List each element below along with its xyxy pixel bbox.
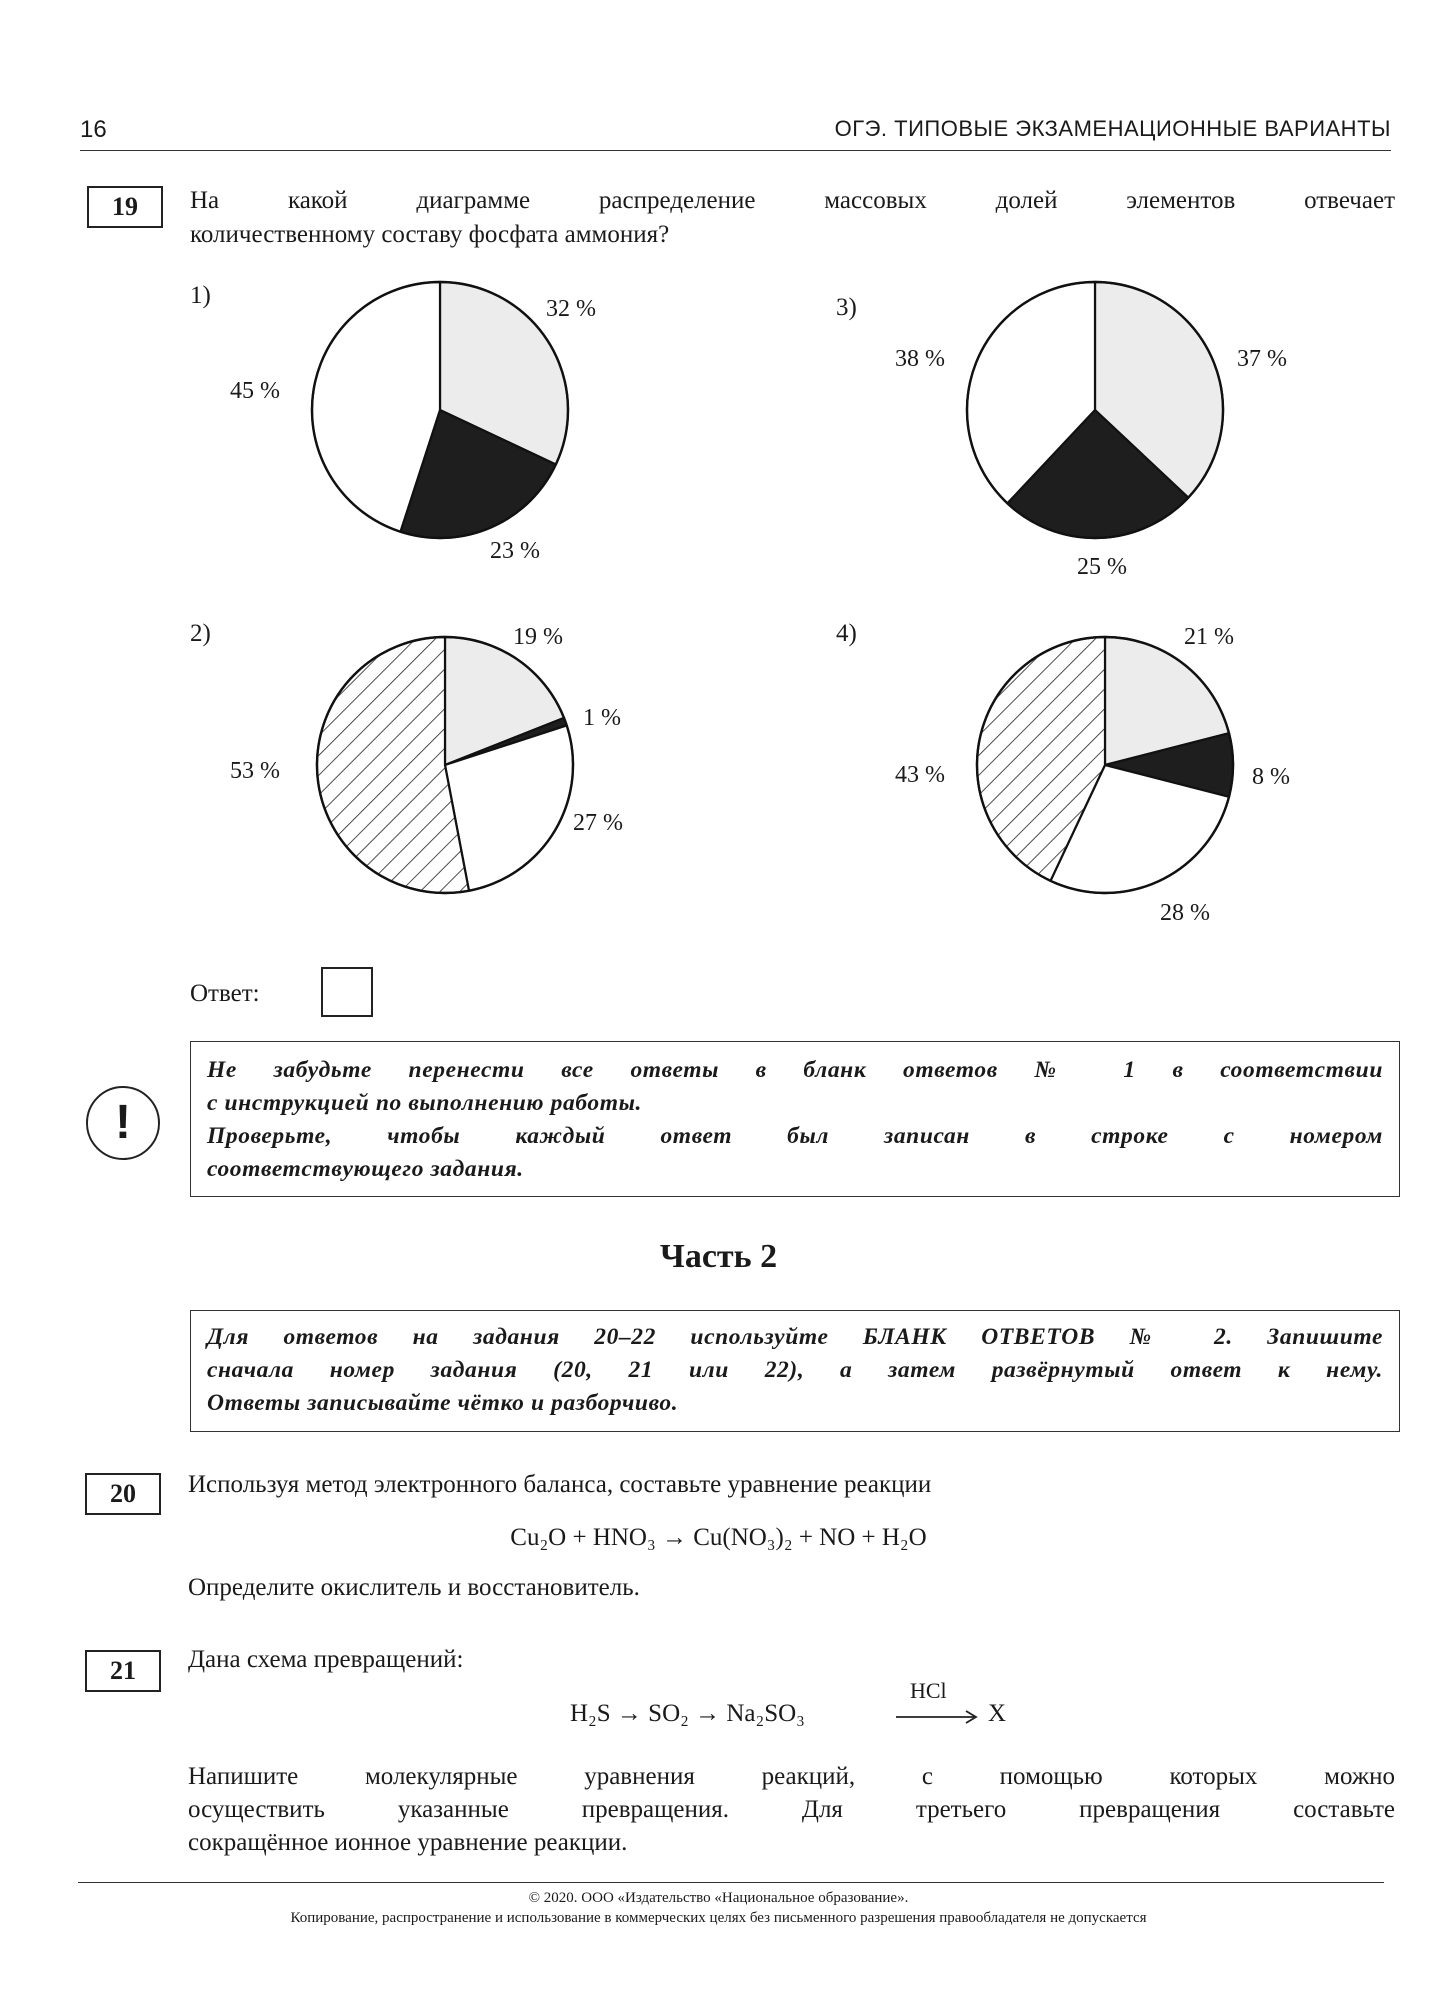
- task21-scheme-end: X: [988, 1700, 1007, 1727]
- task20-equation: Cu₂O + HNO₃ → Cu(NO₃)₂ + NO + H₂O: [510, 1524, 927, 1551]
- pie4-label-28: 28 %: [1160, 900, 1210, 926]
- part2-line3: Ответы записывайте чётко и разборчиво.: [207, 1390, 679, 1416]
- footer-copyright: © 2020. ООО «Издательство «Национальное образование».: [528, 1890, 909, 1906]
- task20-text: Используя метод электронного баланса, составьте уравнение реакции: [188, 1471, 932, 1498]
- footer-rights: Копирование, распространение и использование в коммерческих целях без письменного разрешения правообладателя не допускается: [290, 1910, 1147, 1926]
- option-label-1: 1): [190, 282, 211, 309]
- task19-question-line1: На какой диаграмме распределение массовых долей элементов отвечает: [190, 187, 1395, 214]
- part2-instructions-box: [190, 1310, 1400, 1432]
- pie4-label-8: 8 %: [1252, 764, 1290, 790]
- pie1-label-45: 45 %: [230, 378, 280, 404]
- task21-scheme: [570, 1678, 1050, 1738]
- notice-line1: Не забудьте перенести все ответы в бланк ответов № 1 в соответствии: [207, 1057, 1383, 1083]
- task-number-21: 21: [85, 1650, 161, 1692]
- pie1-label-32: 32 %: [546, 296, 596, 322]
- task21-line3: сокращённое ионное уравнение реакции.: [188, 1829, 628, 1856]
- pie4-label-43: 43 %: [895, 762, 945, 788]
- answer-label: Ответ:: [190, 980, 260, 1007]
- running-title: ОГЭ. ТИПОВЫЕ ЭКЗАМЕНАЦИОННЫЕ ВАРИАНТЫ: [834, 116, 1391, 141]
- task-number-19: 19: [87, 186, 163, 228]
- task-number-20: 20: [85, 1473, 161, 1515]
- notice-line4: соответствующего задания.: [207, 1156, 524, 1182]
- task21-arrow-label: HCl: [910, 1678, 947, 1703]
- page-number: 16: [80, 116, 107, 143]
- part2-line2: сначала номер задания (20, 21 или 22), а затем развёрнутый ответ к нему.: [207, 1357, 1383, 1383]
- task21-line2: осуществить указанные превращения. Для третьего превращения составьте: [188, 1796, 1395, 1823]
- pie3-label-37: 37 %: [1237, 346, 1287, 372]
- task21-line1: Напишите молекулярные уравнения реакций, с помощью которых можно: [188, 1763, 1395, 1790]
- pie-chart-2: [305, 630, 585, 900]
- notice-line3: Проверьте, чтобы каждый ответ был записан в строке с номером: [207, 1123, 1383, 1149]
- notice-box: [190, 1041, 1400, 1197]
- pie1-label-23: 23 %: [490, 538, 540, 564]
- footer-rule: [78, 1882, 1384, 1883]
- pie2-label-1: 1 %: [583, 705, 621, 731]
- answer-box[interactable]: [321, 967, 373, 1017]
- task19-question-line2: количественному составу фосфата аммония?: [190, 221, 670, 248]
- pie-chart-4: [965, 630, 1245, 900]
- part2-title: Часть 2: [659, 1238, 778, 1275]
- pie-chart-3: [955, 275, 1235, 545]
- pie2-label-19: 19 %: [513, 624, 563, 650]
- pie-chart-1: [300, 275, 580, 545]
- task21-long-arrow: [894, 1708, 980, 1726]
- part2-line1: Для ответов на задания 20–22 используйте БЛАНК ОТВЕТОВ № 2. Запишите: [207, 1324, 1383, 1350]
- pie3-label-25: 25 %: [1077, 554, 1127, 580]
- pie2-label-27: 27 %: [573, 810, 623, 836]
- header-rule: [80, 150, 1391, 151]
- notice-line2: с инструкцией по выполнению работы.: [207, 1090, 642, 1116]
- pie3-label-38: 38 %: [895, 346, 945, 372]
- pie4-label-21: 21 %: [1184, 624, 1234, 650]
- option-label-3: 3): [836, 294, 857, 321]
- task20-text2: Определите окислитель и восстановитель.: [188, 1574, 640, 1601]
- option-label-2: 2): [190, 620, 211, 647]
- task21-text: Дана схема превращений:: [188, 1646, 464, 1673]
- exclamation-icon: !: [86, 1086, 160, 1160]
- pie2-label-53: 53 %: [230, 758, 280, 784]
- option-label-4: 4): [836, 620, 857, 647]
- task21-scheme-main: H₂S → SO₂ → Na₂SO₃: [570, 1700, 805, 1727]
